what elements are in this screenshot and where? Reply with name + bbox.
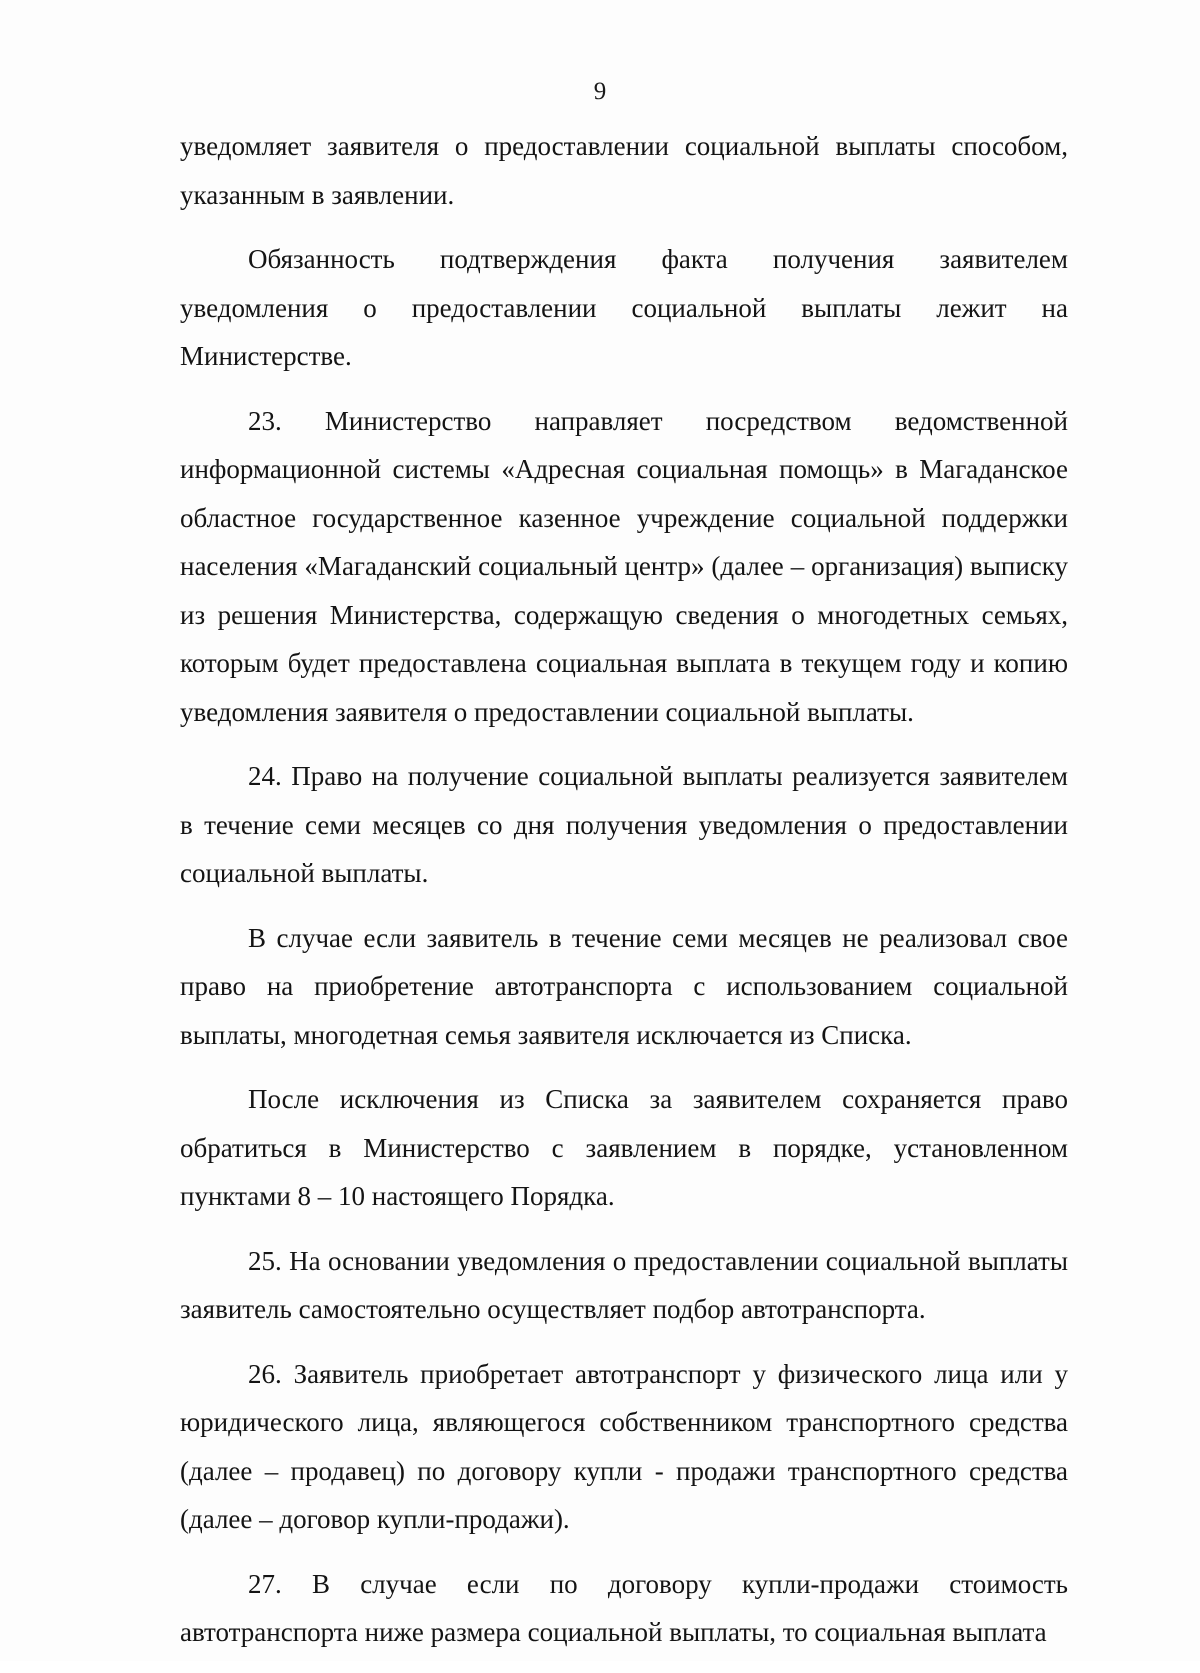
paragraph-item-27: 27. В случае если по договору купли-продажи стоимость автотранспорта ниже размера социальной выплаты, то социальная выплата	[180, 1568, 1068, 1647]
page-number: 9	[593, 78, 607, 105]
paragraph-item-25: 25. На основании уведомления о предоставлении социальной выплаты заявитель самостоятельно осуществляет подбор автотранспорта.	[180, 1245, 1068, 1324]
paragraph-after-exclusion: После исключения из Списка за заявителем сохраняется право обратиться в Министерство с заявлением в порядке, установленном пунктами 8 – 10 настоящего Порядка.	[180, 1084, 1068, 1211]
paragraph-obligation: Обязанность подтверждения факта получения заявителем уведомления о предоставлении социальной выплаты лежит на Министерстве.	[180, 244, 1068, 371]
paragraph-exclusion: В случае если заявитель в течение семи месяцев не реализовал свое право на приобретение автотранспорта с использованием социальной выплаты, многодетная семья заявителя исключается из Списка.	[180, 922, 1068, 1050]
paragraph-continuation: уведомляет заявителя о предоставлении социальной выплаты способом, указанным в заявлении.	[180, 131, 1068, 210]
paragraph-item-26: 26. Заявитель приобретает автотранспорт у физического лица или у юридического лица, являющегося собственником транспортного средства (далее – продавец) по договору купли - продажи транспортного средства (далее – договор купли-продажи).	[180, 1358, 1068, 1534]
document-body	[180, 122, 1068, 1673]
paragraph-item-24: 24. Право на получение социальной выплаты реализуется заявителем в течение семи месяцев со дня получения уведомления о предоставлении социальной выплаты.	[180, 761, 1068, 888]
paragraph-item-23: 23. Министерство направляет посредством ведомственной информационной системы «Адресная социальная помощь» в Магаданское областное государственное казенное учреждение социальной поддержки населения «Магаданский социальный центр» (далее – организация) выписку из решения Министерства, содержащую сведения о многодетных семьях, которым будет предоставлена социальная выплата в текущем году и копию уведомления заявителя о предоставлении социальной выплаты.	[180, 405, 1068, 727]
